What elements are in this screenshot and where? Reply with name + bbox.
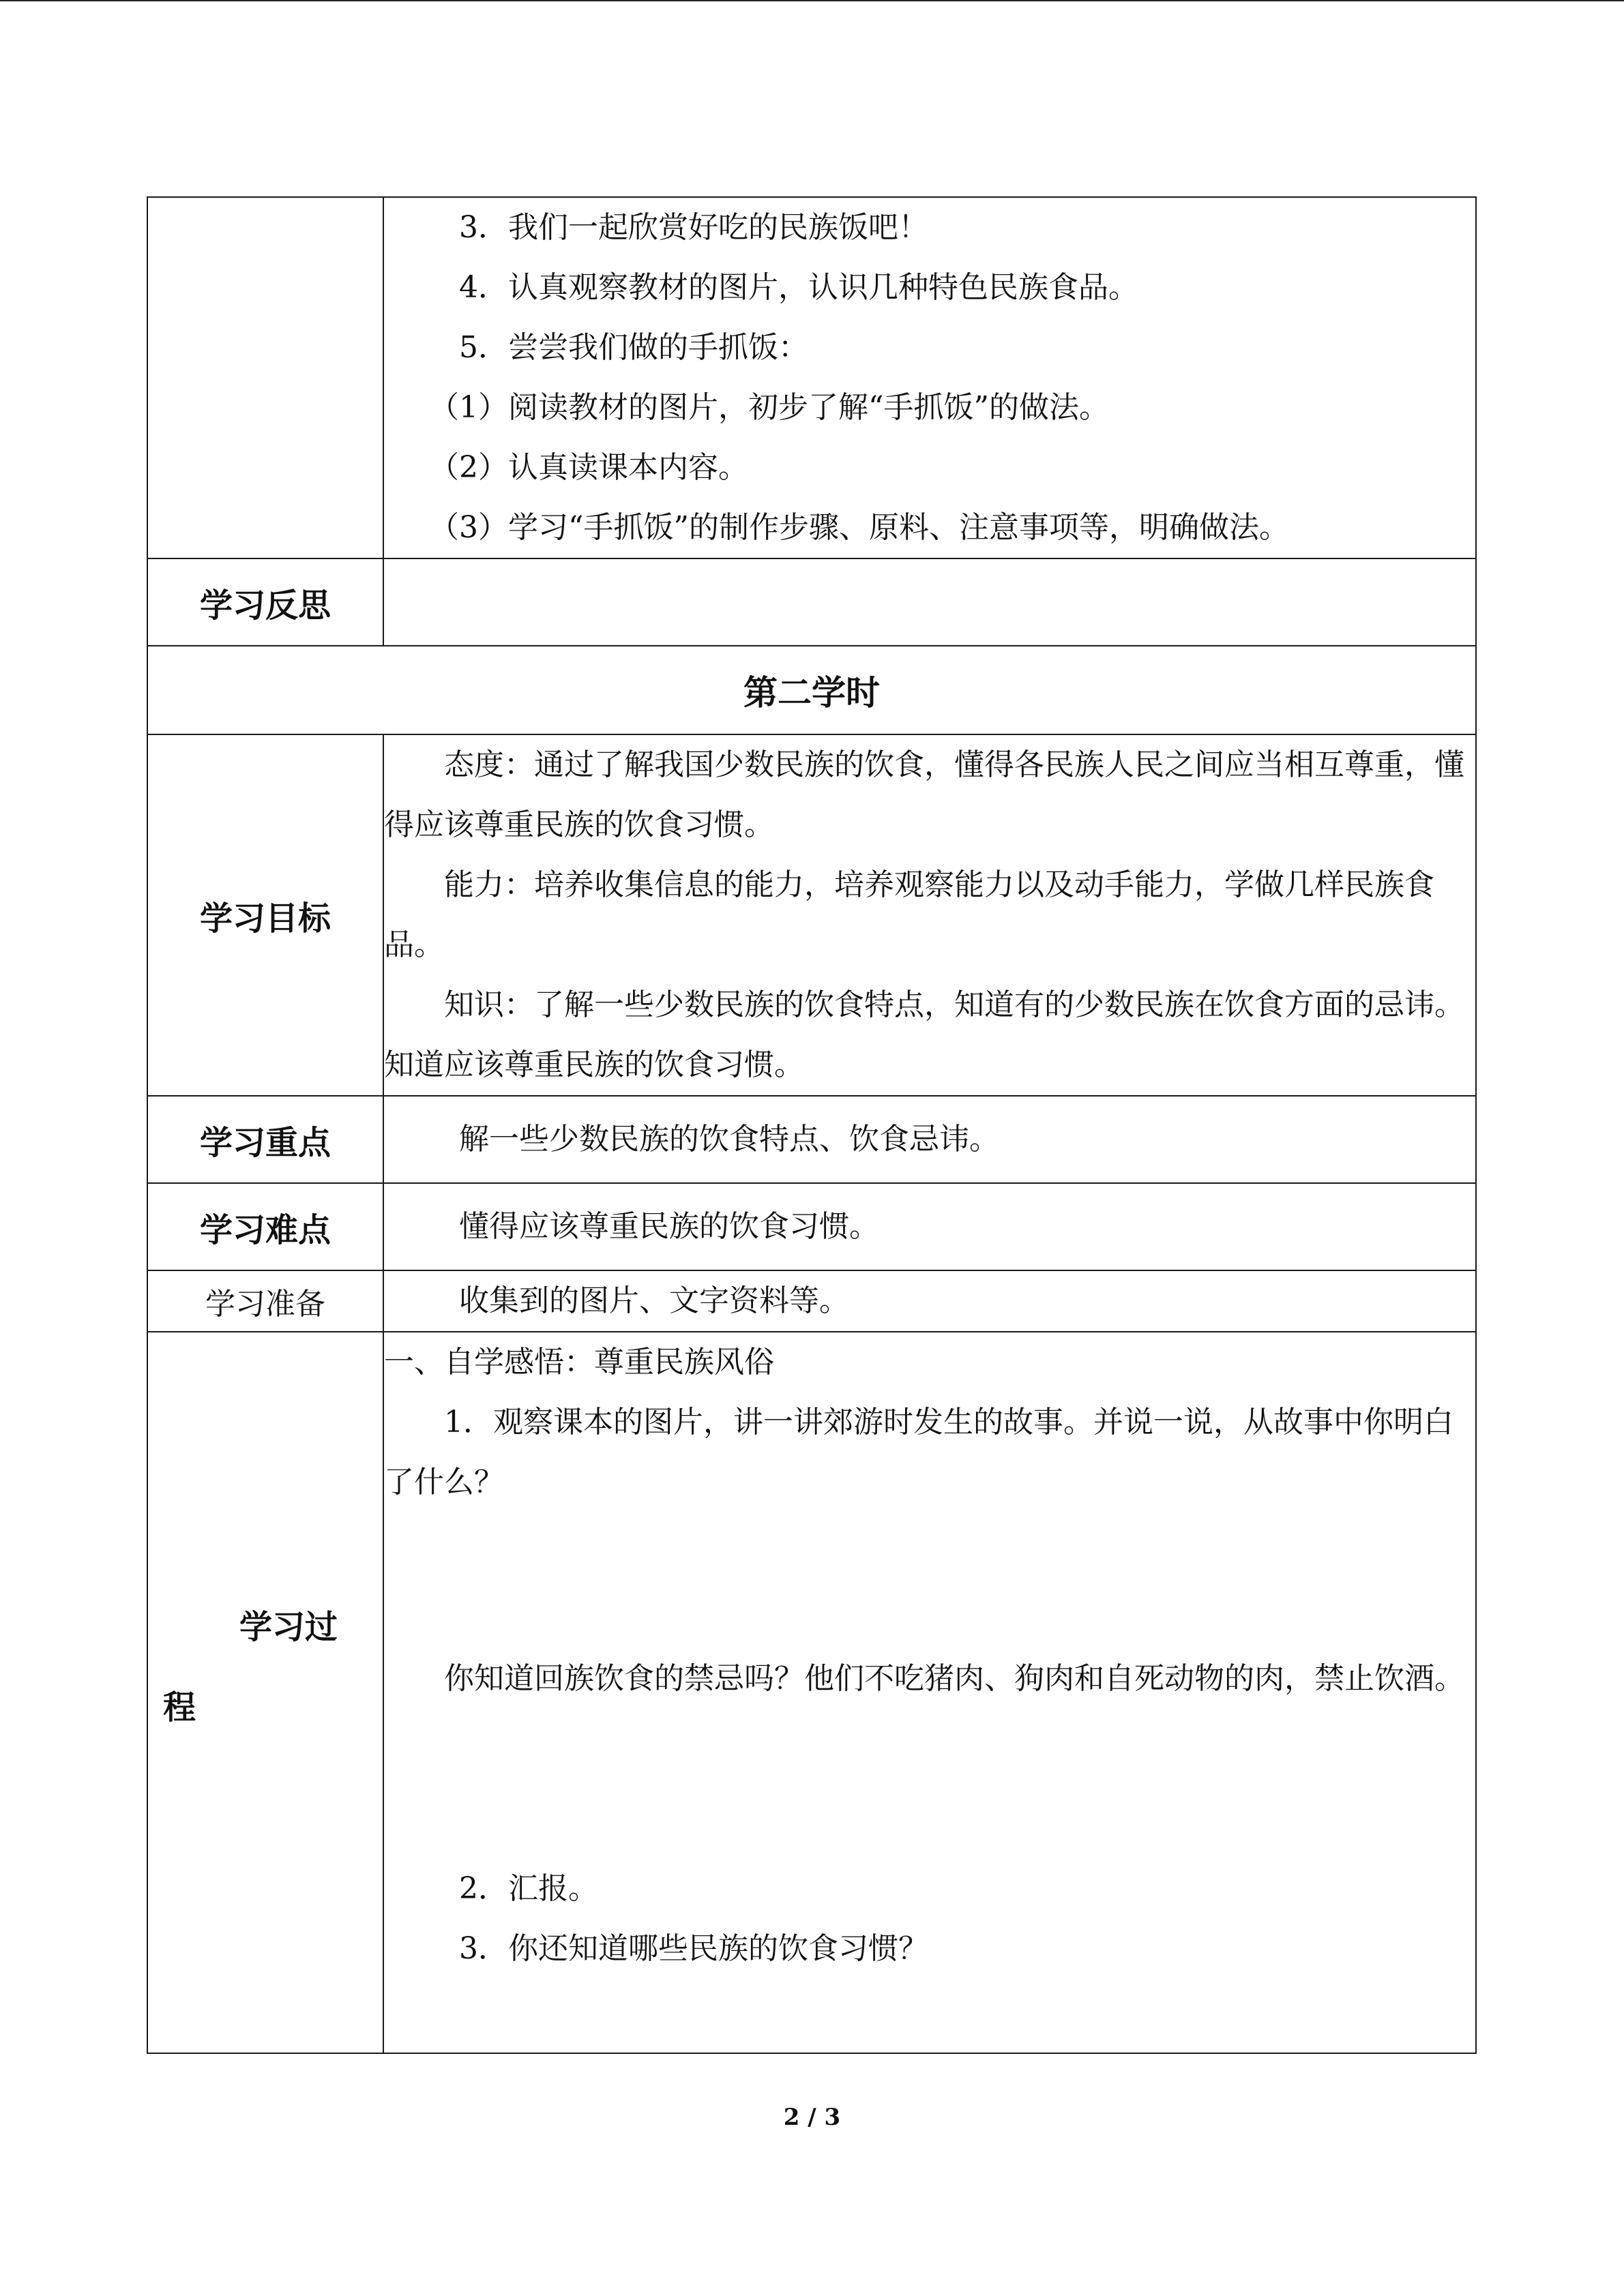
key-points-label: 学习重点 [147,1096,383,1183]
goal-paragraph-knowledge: 知识：了解一些少数民族的饮食特点，知道有的少数民族在饮食方面的忌讳。知道应该尊重民族的饮食习惯。 [384,987,1464,1082]
key-points-text: 解一些少数民族的饮食特点、饮食忌讳。 [459,1122,999,1157]
page-top-rule [0,0,1624,1]
reflection-content [383,558,1476,646]
process-heading: 一、自学感悟：尊重民族风俗 [384,1345,774,1380]
process-label-line2: 程 [163,1688,196,1727]
table-row-goals [147,734,1476,1096]
blank-space [384,1709,1475,1859]
preparation-content [383,1270,1476,1332]
process-label-line1: 学习过 [239,1608,338,1646]
table-row-continuation [147,197,1476,558]
goal-paragraph-attitude: 态度：通过了解我国少数民族的饮食，懂得各民族人民之间应当相互尊重，懂得应该尊重民族的饮食习惯。 [384,747,1464,842]
lesson-plan-table [147,196,1477,2054]
preparation-text: 收集到的图片、文字资料等。 [459,1283,849,1318]
list-item: （1）阅读教材的图片，初步了解“手抓饭”的做法。 [429,390,1109,425]
page-number: 2 / 3 [783,2104,841,2131]
process-item-3: 3．你还知道哪些民族的饮食习惯？ [459,1931,928,1966]
process-label-cell [147,1332,383,2053]
table-row-process [147,1332,1476,2053]
list-item: 5．尝尝我们做的手抓饭： [459,330,808,365]
table-row-preparation [147,1270,1476,1332]
process-item-2: 2．汇报。 [459,1871,598,1906]
section-title: 第二学时 [147,646,1476,734]
goals-label: 学习目标 [147,734,383,1096]
table-row-section-title [147,646,1476,734]
difficulties-label: 学习难点 [147,1183,383,1270]
goal-paragraph-ability: 能力：培养收集信息的能力，培养观察能力以及动手能力，学做几样民族食品。 [384,867,1434,962]
difficulties-content [383,1183,1476,1270]
list-item: （3）学习“手抓饭”的制作步骤、原料、注意事项等，明确做法。 [429,510,1289,545]
list-item: 3．我们一起欣赏好吃的民族饭吧！ [459,210,928,245]
table-row-key-points [147,1096,1476,1183]
list-item: （2）认真读课本内容。 [429,450,748,485]
reflection-label: 学习反思 [147,558,383,646]
goals-content [383,734,1476,1096]
process-content [383,1332,1476,2053]
continuation-content-cell [383,197,1476,558]
process-question: 你知道回族饮食的禁忌吗？他们不吃猪肉、狗肉和自死动物的肉，禁止饮酒。 [444,1661,1464,1696]
table-row-reflection [147,558,1476,646]
key-points-content [383,1096,1476,1183]
table-row-difficulties [147,1183,1476,1270]
blank-space [384,1512,1475,1649]
difficulties-text: 懂得应该尊重民族的饮食习惯。 [459,1209,879,1244]
list-item: 4．认真观察教材的图片，认识几种特色民族食品。 [459,270,1138,305]
preparation-label: 学习准备 [147,1270,383,1332]
process-item-1: 1．观察课本的图片，讲一讲郊游时发生的故事。并说一说，从故事中你明白了什么？ [384,1405,1453,1500]
continuation-label-cell [147,197,383,558]
